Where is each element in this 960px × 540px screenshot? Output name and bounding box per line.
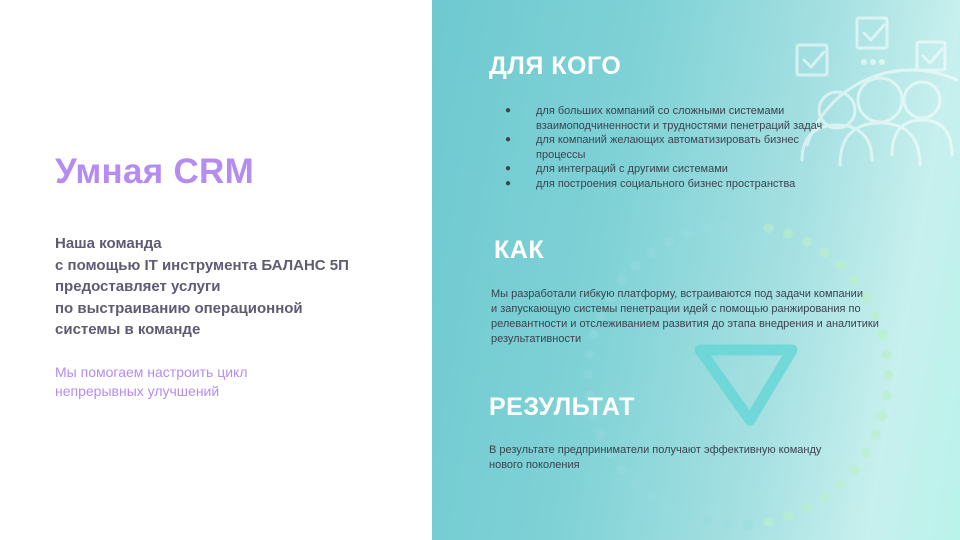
ring-dot (584, 350, 594, 360)
ring-dot (647, 248, 657, 258)
subtitle-line: Мы помогаем настроить цикл (55, 364, 248, 380)
result-line: В результате предприниматели получают эффективную команду (489, 444, 822, 456)
bullet-icon: ● (505, 163, 512, 174)
ring-dot (783, 229, 793, 239)
ring-dot (683, 511, 693, 521)
ring-dot (683, 229, 693, 239)
how-text (491, 287, 931, 347)
ring-dot (647, 493, 657, 503)
dotted-ring (583, 220, 893, 529)
ring-dot (595, 430, 605, 440)
for-whom-list (505, 104, 825, 191)
ring-dot (820, 493, 830, 503)
result-heading: РЕЗУЛЬТАТ (489, 393, 635, 421)
ring-dot (820, 248, 830, 258)
ring-dot (723, 220, 733, 230)
page-title: Умная CRM (55, 152, 255, 191)
bullet-icon: ● (505, 134, 512, 145)
description-line: с помощью IT инструмента БАЛАНС 5П (55, 256, 349, 274)
list-item: ● для построения социального бизнес пространства (505, 177, 796, 190)
for-whom-heading: ДЛЯ КОГО (489, 52, 622, 80)
subtitle-line: непрерывных улучшений (55, 382, 220, 399)
ring-dot (664, 237, 674, 247)
ring-dot (743, 220, 753, 230)
description-line: системы в команде (55, 321, 201, 338)
list-item: ● для больших компаний со сложными системами взаимоподчиненности и трудностями пенетраций задач (505, 105, 823, 132)
ring-dot (743, 520, 753, 530)
triangle-logo-icon (700, 350, 792, 420)
description-line: Наша команда (55, 235, 162, 252)
ring-dot (883, 370, 893, 380)
ring-dot (877, 411, 887, 421)
ring-dot (764, 517, 774, 527)
ring-dot (631, 480, 641, 490)
ring-dot (882, 350, 892, 360)
left-panel (0, 0, 432, 540)
ring-dot (764, 223, 774, 233)
ring-dot (882, 390, 892, 400)
ring-dot (703, 223, 713, 233)
ring-dot (631, 260, 641, 270)
how-line: результативности (491, 333, 582, 345)
result-line: нового поколения (489, 459, 580, 471)
list-item: ● для компаний желающих автоматизировать бизнес процессы (505, 134, 800, 161)
ring-dot (849, 465, 859, 475)
ring-dot (802, 503, 812, 513)
how-line: и запускающую системы пенетрации идей с помощью ранжирования по (491, 303, 861, 315)
ring-dot (861, 448, 871, 458)
ring-dot (664, 503, 674, 513)
description-line: по выстраиванию операционной (55, 299, 303, 317)
description (55, 233, 349, 341)
bullet-icon: ● (505, 105, 512, 116)
ring-dot (849, 275, 859, 285)
ring-dot (703, 517, 713, 527)
ring-dot (802, 237, 812, 247)
bullet-icon: ● (505, 177, 512, 189)
how-line: релевантности и отслеживанием развития до этапа внедрения и аналитики (491, 318, 879, 330)
result-text (489, 443, 821, 473)
ring-dot (723, 520, 733, 530)
ring-dot (583, 370, 593, 380)
ring-dot (783, 511, 793, 521)
ring-dot (871, 430, 881, 440)
ring-dot (835, 260, 845, 270)
ring-dot (835, 480, 845, 490)
how-heading: КАК (494, 236, 545, 264)
list-item: ● для интеграций с другими системами (505, 163, 728, 175)
how-line: Мы разработали гибкую платформу, встраиваются под задачи компании (491, 288, 863, 300)
description-line: предоставляет услуги (55, 278, 221, 295)
ring-dot (617, 275, 627, 285)
subtitle (55, 363, 248, 400)
right-panel (432, 0, 960, 540)
